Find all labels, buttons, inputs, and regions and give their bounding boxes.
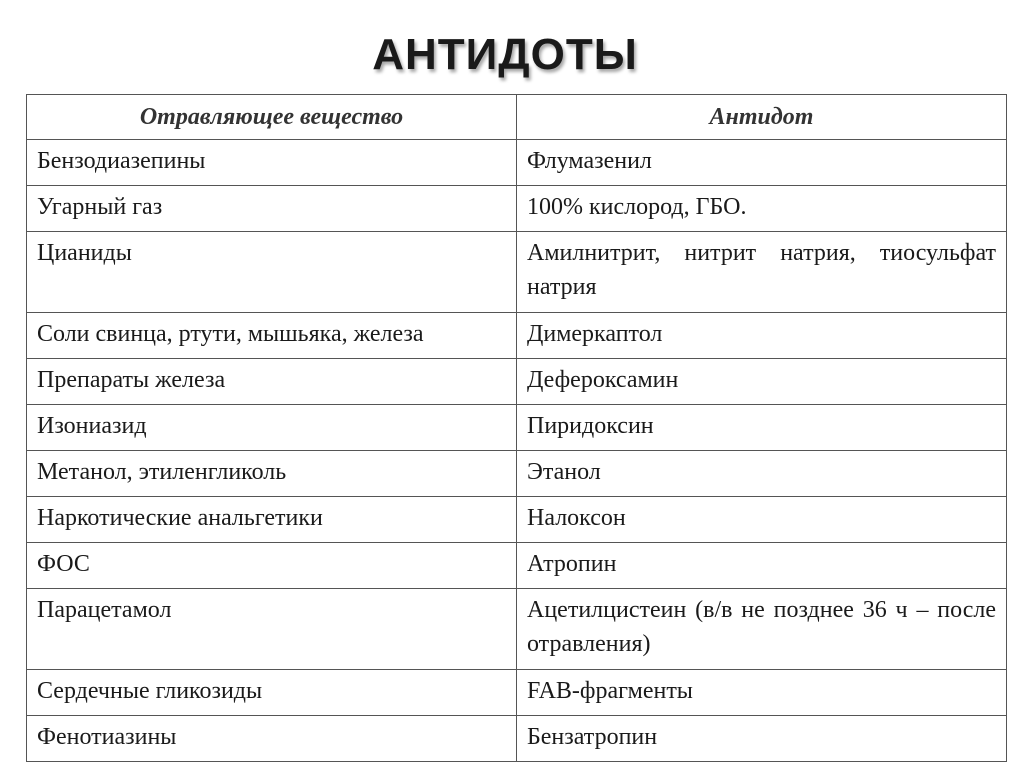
substance-cell: Наркотические анальгетики — [27, 497, 517, 543]
table-row — [27, 451, 1007, 497]
antidotes-table — [26, 94, 1007, 762]
antidote-cell: Димеркаптол — [517, 313, 1007, 359]
table-row — [27, 589, 1007, 670]
table-row — [27, 140, 1007, 186]
table-row — [27, 670, 1007, 716]
table-row — [27, 186, 1007, 232]
antidote-cell: Этанол — [517, 451, 1007, 497]
antidote-cell: Ацетилцистеин (в/в не позднее 36 ч – после отравления) — [517, 589, 1007, 670]
substance-cell: Цианиды — [27, 232, 517, 313]
substance-cell: Препараты железа — [27, 359, 517, 405]
header-substance: Отравляющее вещество — [27, 95, 517, 140]
table-row — [27, 359, 1007, 405]
table-row — [27, 497, 1007, 543]
substance-cell: Парацетамол — [27, 589, 517, 670]
table-row — [27, 543, 1007, 589]
antidote-cell: Амилнитрит, нитрит натрия, тиосульфат натрия — [517, 232, 1007, 313]
header-antidote: Антидот — [517, 95, 1007, 140]
antidote-cell: Атропин — [517, 543, 1007, 589]
substance-cell: Фенотиазины — [27, 716, 517, 762]
substance-cell: Соли свинца, ртути, мышьяка, железа — [27, 313, 517, 359]
table-header-row — [27, 95, 1007, 140]
substance-cell: Сердечные гликозиды — [27, 670, 517, 716]
substance-cell: Метанол, этиленгликоль — [27, 451, 517, 497]
substance-cell: Угарный газ — [27, 186, 517, 232]
substance-cell: Изониазид — [27, 405, 517, 451]
table-row — [27, 405, 1007, 451]
substance-cell: ФОС — [27, 543, 517, 589]
table-row — [27, 232, 1007, 313]
antidote-cell: Флумазенил — [517, 140, 1007, 186]
substance-cell: Бензодиазепины — [27, 140, 517, 186]
antidote-cell: Пиридоксин — [517, 405, 1007, 451]
table-row — [27, 716, 1007, 762]
antidote-cell: Дефероксамин — [517, 359, 1007, 405]
antidote-cell: Налоксон — [517, 497, 1007, 543]
page-title: АНТИДОТЫ — [372, 30, 638, 79]
table-row — [27, 313, 1007, 359]
antidote-cell: FAB-фрагменты — [517, 670, 1007, 716]
antidote-cell: Бензатропин — [517, 716, 1007, 762]
antidote-cell: 100% кислород, ГБО. — [517, 186, 1007, 232]
